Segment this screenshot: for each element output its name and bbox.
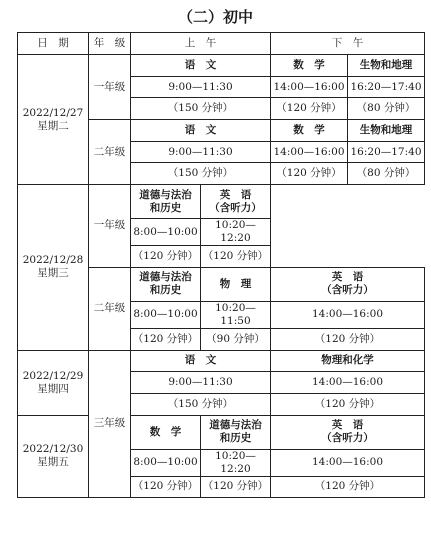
duration-cell: （80 分钟） <box>348 163 425 185</box>
date-value: 2022/12/28 <box>22 254 84 267</box>
subject-cell: 数 学 <box>271 55 348 77</box>
date-value: 2022/12/27 <box>22 106 84 119</box>
date-cell-1229 <box>18 350 89 415</box>
subject-cell <box>201 185 271 219</box>
table-row <box>18 350 425 372</box>
header-grade: 年 级 <box>89 33 131 55</box>
duration-cell: （120 分钟） <box>201 246 271 268</box>
duration-cell: （120 分钟） <box>271 476 425 498</box>
time-cell: 16:20—17:40 <box>348 76 425 98</box>
time-cell: 14:00—16:00 <box>271 76 348 98</box>
subject-cell <box>271 415 425 449</box>
subject-cell: 物理和化学 <box>271 350 425 372</box>
time-cell: 10:20—12:20 <box>201 449 271 476</box>
time-cell: 8:00—10:00 <box>131 219 201 246</box>
weekday-value: 星期三 <box>37 267 69 280</box>
duration-cell: （150 分钟） <box>131 393 271 415</box>
time-cell: 16:20—17:40 <box>348 141 425 163</box>
time-cell: 10:20—12:20 <box>201 219 271 246</box>
duration-cell: （120 分钟） <box>201 476 271 498</box>
table-row <box>18 415 425 449</box>
weekday-value: 星期四 <box>37 382 69 395</box>
subject-cell: 物 理 <box>201 267 271 301</box>
duration-cell: （150 分钟） <box>131 98 271 120</box>
subject-line: 和历史 <box>219 432 252 445</box>
grade-cell: 二年级 <box>89 120 131 185</box>
table-row <box>18 55 425 77</box>
header-date: 日 期 <box>18 33 89 55</box>
duration-cell: （120 分钟） <box>131 476 201 498</box>
time-cell: 8:00—10:00 <box>131 301 201 328</box>
time-cell: 9:00—11:30 <box>131 76 271 98</box>
header-afternoon: 下 午 <box>271 33 425 55</box>
subject-line: 英 语 <box>331 271 364 284</box>
time-cell: 14:00—16:00 <box>271 141 348 163</box>
date-value: 2022/12/30 <box>22 443 84 456</box>
time-cell: 9:00—11:30 <box>131 141 271 163</box>
subject-cell: 语 文 <box>131 55 271 77</box>
subject-cell <box>131 267 201 301</box>
subject-line: 英 语 <box>331 419 364 432</box>
subject-cell: 数 学 <box>271 120 348 142</box>
duration-cell: （120 分钟） <box>131 246 201 268</box>
subject-cell: 语 文 <box>131 350 271 372</box>
duration-cell: （80 分钟） <box>348 98 425 120</box>
subject-line: 道德与法治 <box>139 271 192 284</box>
duration-cell: （120 分钟） <box>271 98 348 120</box>
subject-cell <box>131 185 201 219</box>
subject-line: 和历史 <box>149 201 182 214</box>
subject-line: （含听力） <box>321 432 374 445</box>
time-cell: 14:00—16:00 <box>271 372 425 394</box>
exam-schedule-table <box>17 32 425 498</box>
time-cell: 8:00—10:00 <box>131 449 201 476</box>
subject-cell: 生物和地理 <box>348 55 425 77</box>
table-row <box>18 185 425 219</box>
duration-cell: （150 分钟） <box>131 163 271 185</box>
subject-cell <box>201 415 271 449</box>
duration-cell: （120 分钟） <box>271 328 425 350</box>
time-cell: 14:00—16:00 <box>271 449 425 476</box>
grade-cell: 三年级 <box>89 350 131 498</box>
subject-line: （含听力） <box>321 284 374 297</box>
subject-line: 英 语 <box>219 188 252 201</box>
subject-cell <box>271 267 425 301</box>
subject-line: 道德与法治 <box>209 419 262 432</box>
duration-cell: （120 分钟） <box>131 328 201 350</box>
duration-cell: （120 分钟） <box>271 393 425 415</box>
time-cell: 9:00—11:30 <box>131 372 271 394</box>
grade-cell: 一年级 <box>89 55 131 120</box>
date-value: 2022/12/29 <box>22 369 84 382</box>
subject-line: 道德与法治 <box>139 188 192 201</box>
time-cell: 10:20—11:50 <box>201 301 271 328</box>
date-cell-1228 <box>18 185 89 350</box>
empty-cell <box>271 185 425 268</box>
weekday-value: 星期二 <box>37 119 69 132</box>
header-morning: 上 午 <box>131 33 271 55</box>
duration-cell: （120 分钟） <box>271 163 348 185</box>
page-title: （二）初中 <box>177 8 253 26</box>
time-cell: 14:00—16:00 <box>271 301 425 328</box>
date-cell-1230 <box>18 415 89 498</box>
subject-cell: 语 文 <box>131 120 271 142</box>
subject-cell: 生物和地理 <box>348 120 425 142</box>
subject-cell: 数 学 <box>131 415 201 449</box>
subject-line: 和历史 <box>149 284 182 297</box>
weekday-value: 星期五 <box>37 456 69 469</box>
duration-cell: （90 分钟） <box>201 328 271 350</box>
grade-cell: 二年级 <box>89 267 131 350</box>
table-header-row <box>18 33 425 55</box>
date-cell-1227 <box>18 55 89 185</box>
subject-line: （含听力） <box>209 201 262 214</box>
grade-cell: 一年级 <box>89 185 131 268</box>
